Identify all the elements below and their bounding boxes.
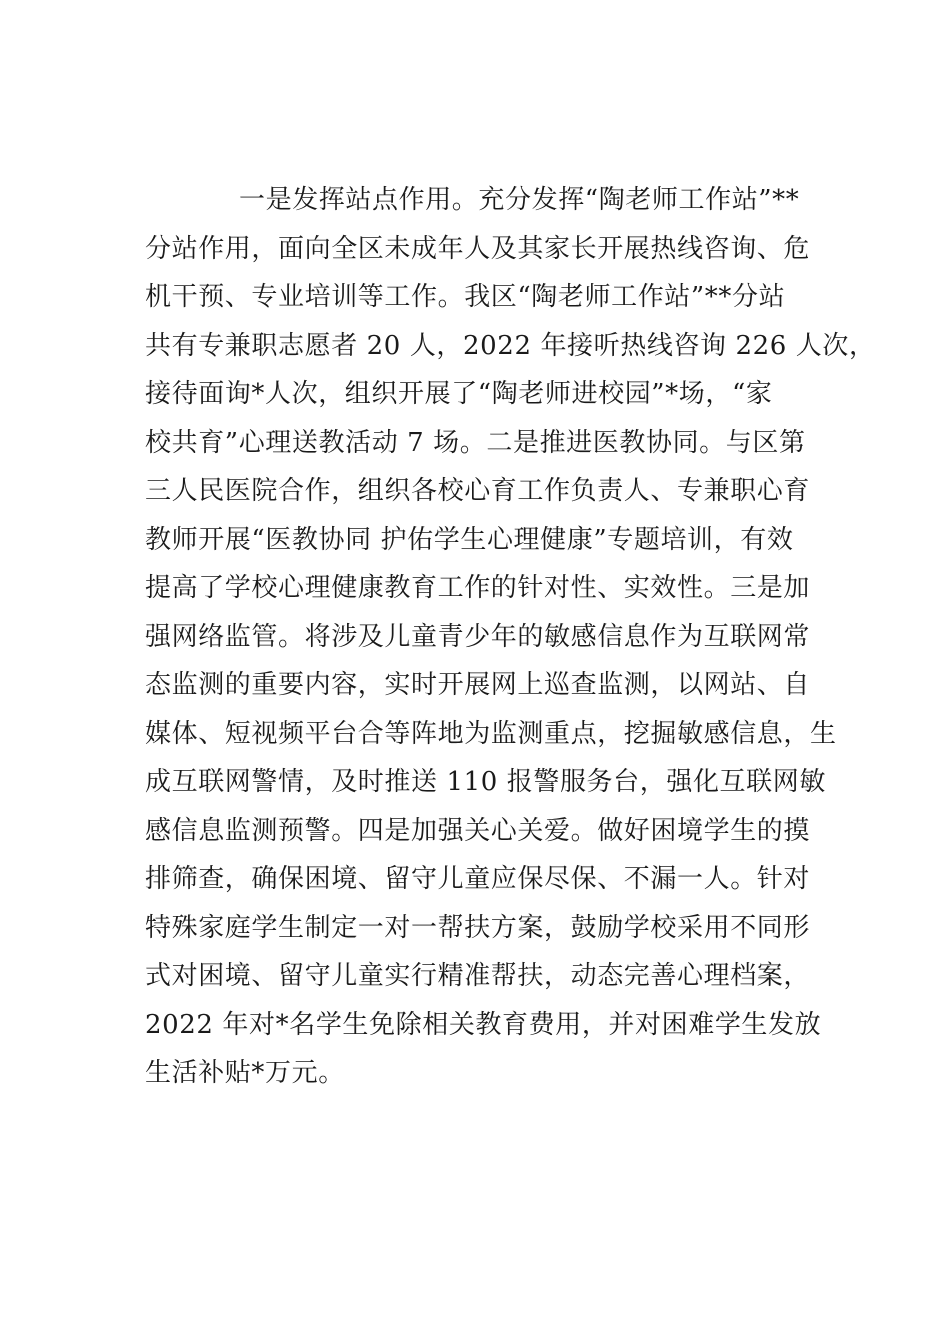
body-paragraph — [145, 176, 876, 1098]
paragraph-line: 机干预、专业培训等工作。我区“陶老师工作站”**分站 — [145, 282, 786, 312]
paragraph-line: 式对困境、留守儿童实行精准帮扶，动态完善心理档案， — [145, 961, 811, 991]
paragraph-line: 生活补贴*万元。 — [145, 1058, 345, 1088]
paragraph-line: 媒体、短视频平台合等阵地为监测重点，挖掘敏感信息，生 — [145, 718, 837, 749]
paragraph-line: 特殊家庭学生制定一对一帮扶方案，鼓励学校采用不同形 — [145, 912, 811, 943]
paragraph-line: 成互联网警情，及时推送 110 报警服务台，强化互联网敏 — [145, 767, 826, 797]
paragraph-line: 教师开展“医教协同 护佑学生心理健康”专题培训，有效 — [145, 524, 794, 555]
paragraph-line: 共有专兼职志愿者 20 人，2022 年接听热线咨询 226 人次， — [145, 330, 876, 361]
paragraph-line: 感信息监测预警。四是加强关心关爱。做好困境学生的摸 — [145, 815, 811, 846]
paragraph-line: 三人民医院合作，组织各校心育工作负责人、专兼职心育 — [145, 476, 811, 506]
paragraph-line: 分站作用，面向全区未成年人及其家长开展热线咨询、危 — [145, 233, 811, 264]
paragraph-line: 2022 年对*名学生免除相关教育费用，并对困难学生发放 — [145, 1009, 822, 1040]
paragraph-line: 排筛查，确保困境、留守儿童应保尽保、不漏一人。针对 — [145, 864, 811, 894]
paragraph-line: 校共育”心理送教活动 7 场。二是推进医教协同。与区第 — [145, 427, 806, 458]
paragraph-line: 提高了学校心理健康教育工作的针对性、实效性。三是加 — [145, 573, 811, 603]
paragraph-line: 接待面询*人次，组织开展了“陶老师进校园”*场，“家 — [145, 379, 773, 409]
paragraph-line: 一是发挥站点作用。充分发挥“陶老师工作站”** — [239, 185, 800, 215]
paragraph-line: 态监测的重要内容，实时开展网上巡查监测，以网站、自 — [145, 670, 811, 700]
paragraph-line: 强网络监管。将涉及儿童青少年的敏感信息作为互联网常 — [145, 621, 811, 652]
